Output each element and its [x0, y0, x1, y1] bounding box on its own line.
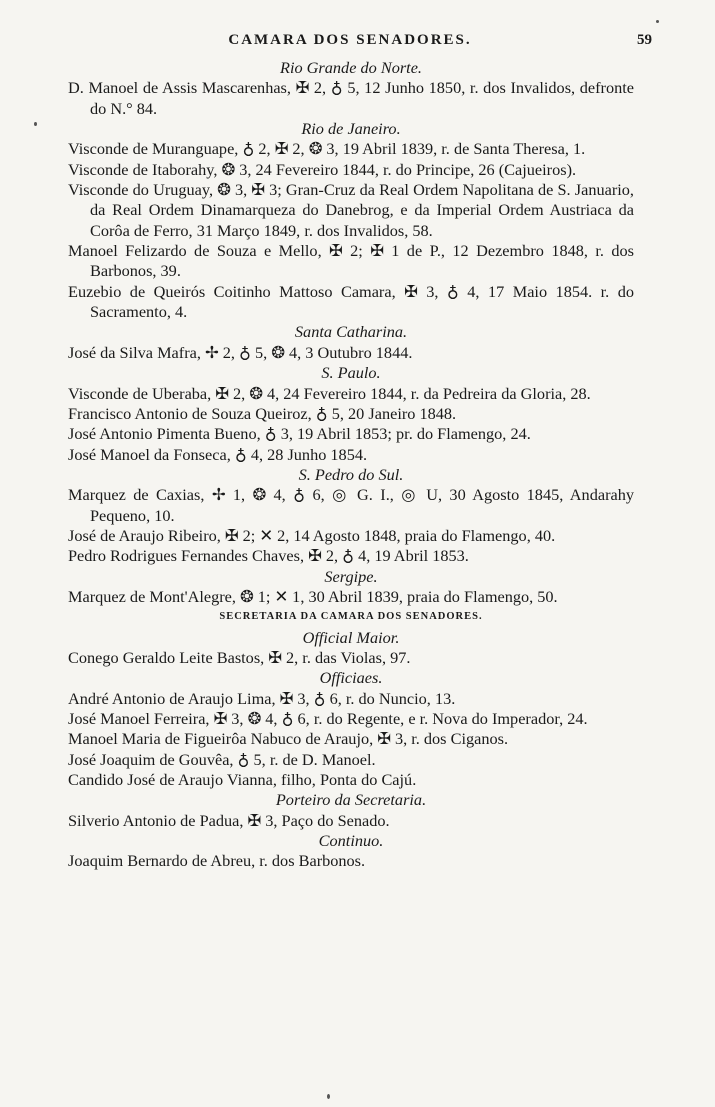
senator-entry: Pedro Rodrigues Fernandes Chaves, ✠ 2, ♁ 4, 19 Abril 1853. [68, 546, 469, 566]
section-title: Continuo. [318, 831, 384, 851]
page-content [68, 58, 634, 872]
staff-entry: Candido José de Araujo Vianna, filho, Ponta do Cajú. [68, 770, 417, 790]
senator-entry: Euzebio de Queirós Coitinho Mattoso Camara, ✠ 3, ♁ 4, 17 Maio 1854. r. do Sacramento, 4. [68, 281, 634, 322]
senator-entry: José de Araujo Ribeiro, ✠ 2; ✕ 2, 14 Agosto 1848, praia do Flamengo, 40. [68, 525, 556, 545]
section-title: Officiaes. [319, 668, 383, 688]
section-title: Porteiro da Secretaria. [275, 790, 427, 810]
senator-entry: Visconde do Uruguay, ❂ 3, ✠ 3; Gran-Cruz da Real Ordem Napolitana de S. Januario, da Real Ordem Dinamarqueza do Danebrog, e da Imperial Ordem Austriaca da Corôa de Ferro, 31 Março 1849, r. dos Invalidos, 58. [68, 180, 634, 240]
section-title: S. Pedro do Sul. [298, 464, 404, 484]
ink-speck [327, 1094, 330, 1099]
senator-entry: José da Silva Mafra, ✢ 2, ♁ 5, ❂ 4, 3 Outubro 1844. [68, 342, 413, 362]
section-title: Rio Grande do Norte. [280, 58, 422, 77]
senator-entry: José Antonio Pimenta Bueno, ♁ 3, 19 Abril 1853; pr. do Flamengo, 24. [68, 424, 531, 444]
staff-entry: André Antonio de Araujo Lima, ✠ 3, ♁ 6, r. do Nuncio, 13. [68, 688, 456, 708]
senator-entry: Francisco Antonio de Souza Queiroz, ♁ 5, 20 Janeiro 1848. [68, 403, 457, 423]
ink-speck [656, 20, 659, 23]
staff-entry: José Manoel Ferreira, ✠ 3, ❂ 4, ♁ 6, r. do Regente, e r. Nova do Imperador, 24. [68, 709, 588, 728]
senator-entry: José Manoel da Fonseca, ♁ 4, 28 Junho 1854. [68, 444, 368, 464]
staff-entry: Silverio Antonio de Padua, ✠ 3, Paço do Senado. [68, 810, 390, 830]
senator-entry: D. Manoel de Assis Mascarenhas, ✠ 2, ♁ 5, 12 Junho 1850, r. dos Invalidos, defronte do N.° 84. [68, 78, 634, 118]
page-number: 59 [637, 32, 652, 48]
section-title: Santa Catharina. [294, 322, 408, 342]
senator-entry: Visconde de Itaborahy, ❂ 3, 24 Fevereiro 1844, r. do Principe, 26 (Cajueiros). [68, 159, 577, 179]
senator-entry: Visconde de Muranguape, ♁ 2, ✠ 2, ❂ 3, 19 Abril 1839, r. de Santa Theresa, 1. [68, 139, 586, 159]
staff-entry: Conego Geraldo Leite Bastos, ✠ 2, r. das Violas, 97. [68, 647, 411, 667]
page-header [60, 32, 652, 58]
senator-entry: Visconde de Uberaba, ✠ 2, ❂ 4, 24 Fevereiro 1844, r. da Pedreira da Gloria, 28. [68, 383, 591, 403]
ink-speck [34, 122, 37, 126]
running-head: CAMARA DOS SENADORES. [228, 32, 472, 48]
section-title: Official Maior. [302, 627, 400, 647]
senator-entry: Marquez de Mont'Alegre, ❂ 1; ✕ 1, 30 Abril 1839, praia do Flamengo, 50. [68, 586, 558, 606]
senator-entry: Marquez de Caxias, ✢ 1, ❂ 4, ♁ 6, ◎ G. I., ◎ U, 30 Agosto 1845, Andarahy Pequeno, 10. [68, 485, 634, 525]
senator-entry: Manoel Felizardo de Souza e Mello, ✠ 2; ✠ 1 de P., 12 Dezembro 1848, r. dos Barbonos, 39. [68, 241, 634, 281]
section-title: Sergipe. [324, 566, 378, 586]
section-title: Rio de Janeiro. [301, 119, 401, 139]
section-title: S. Paulo. [321, 363, 381, 383]
secretaria-heading: SECRETARIA DA CAMARA DOS SENADORES. [219, 611, 483, 623]
staff-entry: Joaquim Bernardo de Abreu, r. dos Barbonos. [68, 851, 366, 871]
staff-entry: José Joaquim de Gouvêa, ♁ 5, r. de D. Manoel. [68, 749, 376, 769]
staff-entry: Manoel Maria de Figueirôa Nabuco de Araujo, ✠ 3, r. dos Ciganos. [68, 729, 509, 749]
